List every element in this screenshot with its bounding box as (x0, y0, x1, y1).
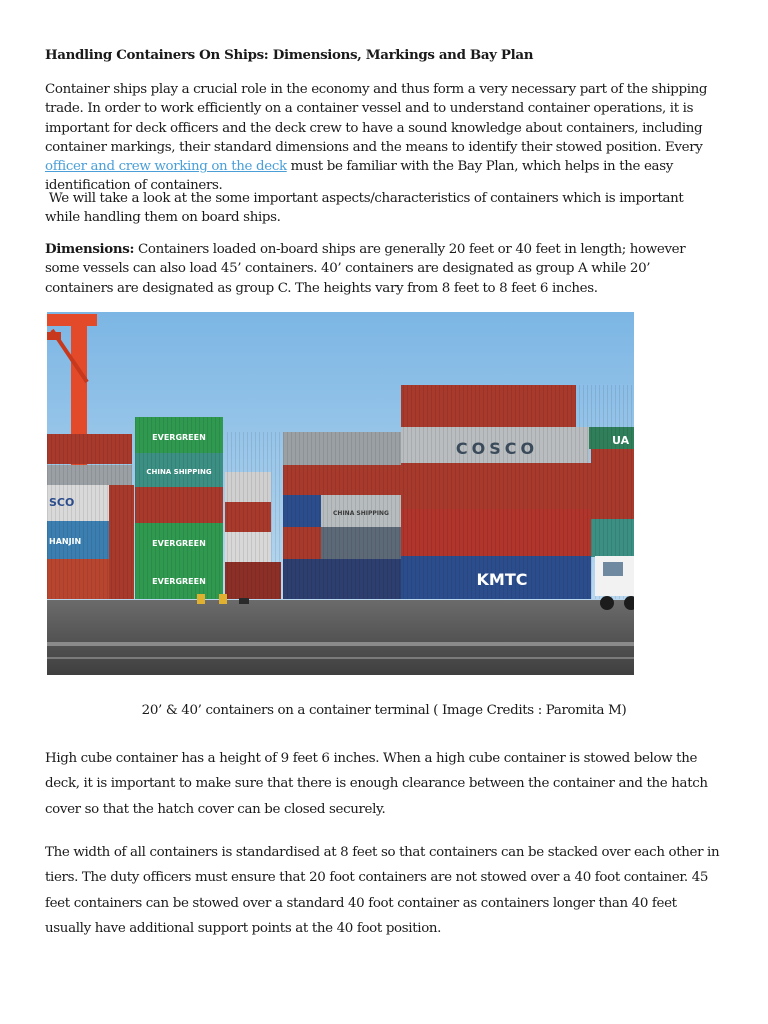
image-caption: 20’ & 40’ containers on a container terminal ( Image Credits : Paromita M) (141, 703, 627, 718)
label-ua: UA (612, 434, 630, 447)
intro-text-end: must be familiar with the Bay Plan, which helps in the easy identification of containers. (45, 159, 673, 194)
high-cube-paragraph: High cube container has a height of 9 feet 6 inches. When a high cube container is stowed below the deck, it is important to make sure that there is enough clearance between the container and the hatch cover so that the hatch cover can be closed securely. (45, 751, 708, 817)
width-paragraph: The width of all containers is standardised at 8 feet so that containers can be stacked over each other in tiers. The duty officers must ensure that 20 foot containers are not stowed over a 40 foot container. 45 feet containers can be stowed over a standard 40 foot container as containers longer than 40 feet usually have additional support points at the 40 foot position. (45, 845, 720, 936)
intro-text: Container ships play a crucial role in the economy and thus form a very necessary part of the shipping trade. In order to work efficiently on a container vessel and to understand container operations, it is important for deck officers and the deck crew to have a sound knowledge about containers, including container markings, their standard dimensions and the means to identify their stowed position. Every (45, 82, 708, 155)
label-cosco: COSCO (455, 439, 539, 458)
left-stack (47, 434, 134, 599)
aspects-paragraph: We will take a look at the some important aspects/characteristics of containers which is important while handling them on board ships. (45, 191, 688, 226)
dimensions-text: Containers loaded on-board ships are generally 20 feet or 40 feet in length; however some vessels can also load 45’ containers. 40’ containers are designated as group A while 20’ containers are designated as group C. The heights vary from 8 feet to 8 feet 6 inches. (45, 242, 686, 296)
evergreen-stack (135, 417, 223, 599)
officer-crew-link[interactable]: officer and crew working on the deck (45, 159, 287, 175)
label-evergreen-3: EVERGREEN (152, 577, 206, 586)
label-evergreen-2: EVERGREEN (152, 539, 206, 548)
label-hanjin: HANJIN (49, 537, 82, 546)
intro-paragraph (45, 80, 721, 196)
label-kmtc: KMTC (476, 570, 528, 589)
dimensions-paragraph (45, 240, 721, 298)
label-evergreen-1: EVERGREEN (152, 433, 206, 442)
article-title: Handling Containers On Ships: Dimensions, Markings and Bay Plan (45, 47, 534, 63)
label-china-shipping-1: CHINA SHIPPING (146, 468, 212, 476)
container-terminal-photo (47, 312, 634, 675)
dimensions-label: Dimensions: (45, 241, 135, 257)
label-china-shipping-2: CHINA SHIPPING (333, 510, 389, 517)
label-sco: SCO (49, 496, 75, 509)
